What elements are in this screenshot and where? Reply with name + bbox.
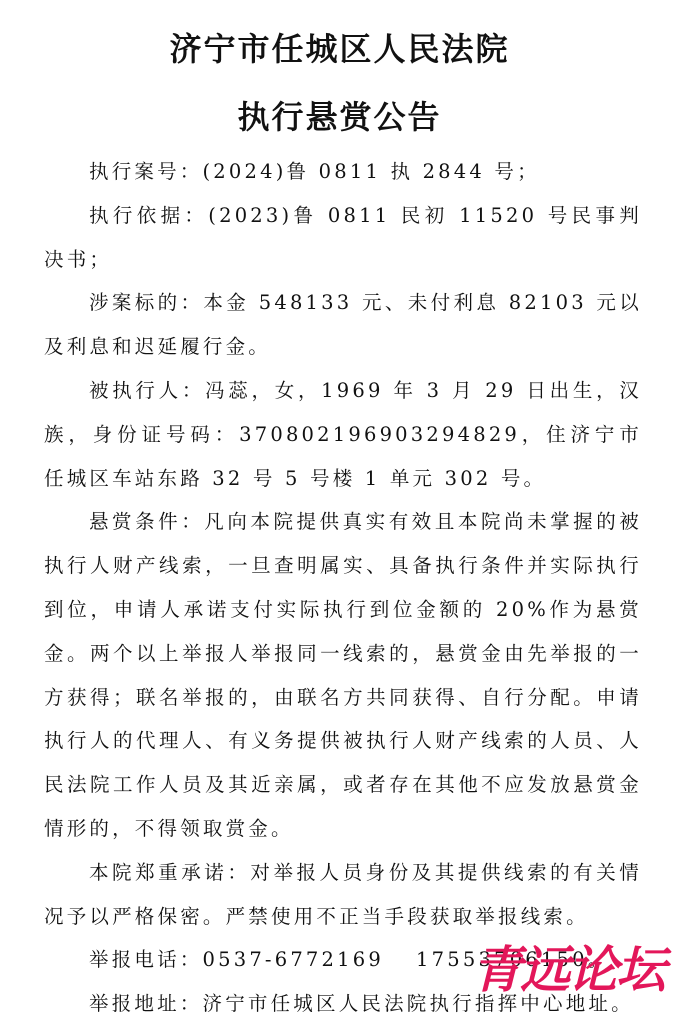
report-address: 举报地址：济宁市任城区人民法院执行指挥中心地址。 (89, 992, 634, 1016)
reward-conditions: 悬赏条件：凡向本院提供真实有效且本院尚未掌握的被执行人财产线索，一旦查明属实、具备执行条件并实际执行到位，申请人承诺支付实际执行到位金额的 20%作为悬赏金。两个以上举报人举报同一线索的，悬赏金由先举报的一方获得；联名举报的，由联名方共同获得、自行分配。申请执行人的代理人、有义务提供被执行人财产线索的人员、人民法院工作人员及其近亲属，或者存在其他不应发放悬赏金情形的，不得领取赏金。 (44, 510, 642, 840)
case-subject: 涉案标的：本金 548133 元、未付利息 82103 元以及利息和迟延履行金。 (44, 291, 642, 359)
execution-basis: 执行依据：(2023)鲁 0811 民初 11520 号民事判决书； (44, 203, 642, 271)
case-number: 执行案号：(2024)鲁 0811 执 2844 号； (89, 160, 540, 183)
notice-title: 执行悬赏公告 (237, 98, 442, 136)
respondent-info: 被执行人：冯蕊，女，1969 年 3 月 29 日出生，汉族，身份证号码：370802196903294829，住济宁市任城区车站东路 32 号 5 号楼 1 单元 302 号。 (44, 378, 642, 490)
report-phone: 举报电话：0537-6772169 17553706150。 (89, 948, 611, 972)
notice-body (44, 150, 642, 1026)
site-watermark: 青远论坛 (472, 941, 664, 999)
court-name-title: 济宁市任城区人民法院 (169, 30, 510, 68)
confidentiality-promise: 本院郑重承诺：对举报人员身份及其提供线索的有关情况予以严格保密。严禁使用不正当手段获取举报线索。 (44, 860, 642, 928)
